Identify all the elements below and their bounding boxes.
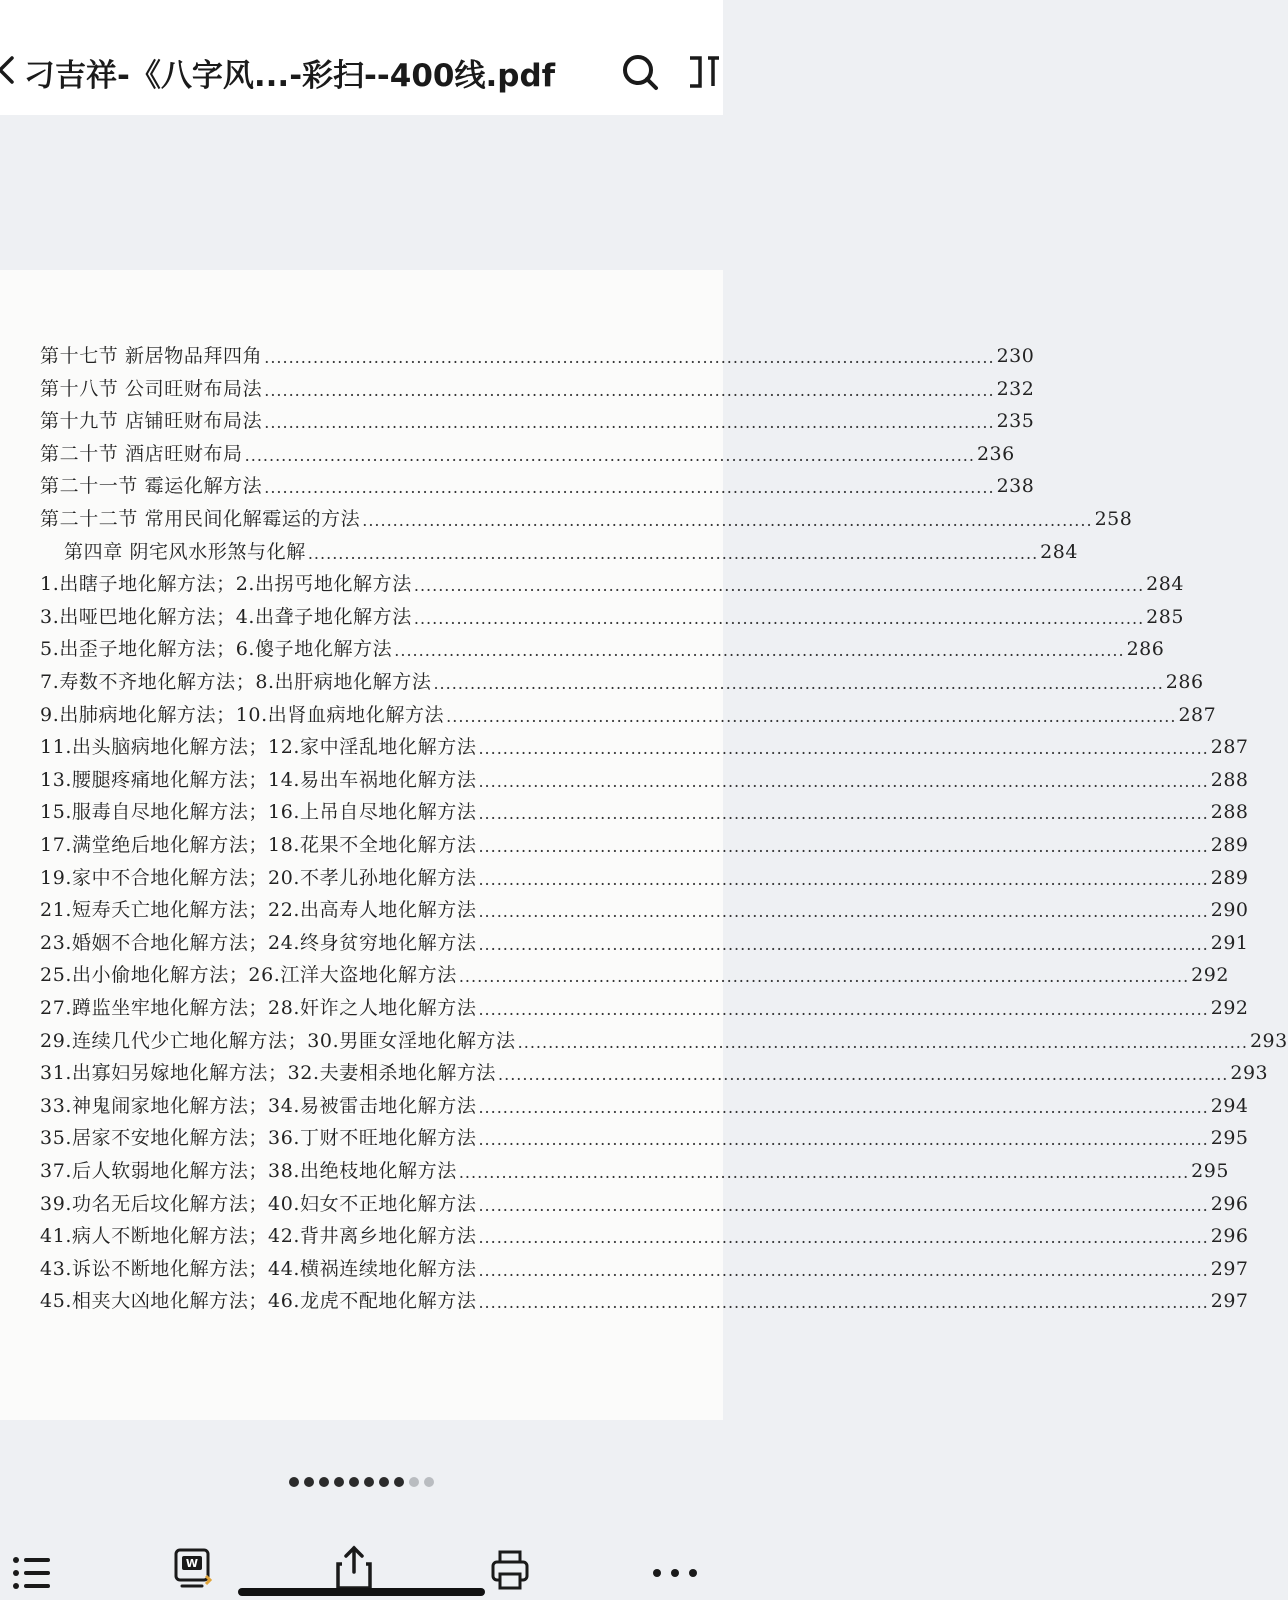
- page-dot: [319, 1477, 329, 1487]
- page-indicator: [0, 1472, 723, 1492]
- toc-entry-title: 7.寿数不齐地化解方法；8.出肝病地化解方法: [40, 671, 432, 693]
- toc-entry-title: 第十九节 店铺旺财布局法: [40, 410, 263, 433]
- word-convert-icon[interactable]: [172, 1546, 216, 1592]
- toc-entry-page: 293: [1230, 1062, 1269, 1085]
- more-icon[interactable]: [652, 1568, 698, 1578]
- toc-entry-title: 第二十一节 霉运化解方法: [40, 475, 263, 498]
- outline-icon[interactable]: [686, 52, 723, 92]
- toc-entry[interactable]: [40, 434, 1015, 467]
- back-icon[interactable]: [0, 50, 16, 90]
- toc-leader-dots: ........................................................................................................................: [478, 1097, 1209, 1117]
- toc-entry[interactable]: [40, 369, 1035, 402]
- toc-entry-page: 238: [996, 475, 1035, 498]
- toc-leader-dots: ........................................................................................................................: [264, 348, 995, 367]
- toc-entry-title: 9.出肺病地化解方法；10.出肾血病地化解方法: [40, 703, 445, 726]
- toc-entry-title: 37.后人软弱地化解方法；38.出绝枝地化解方法: [40, 1160, 457, 1182]
- page-dot: [394, 1477, 404, 1487]
- toc-entry-title: 1.出瞎子地化解方法；2.出拐丐地化解方法: [40, 573, 412, 596]
- toc-entry[interactable]: [40, 1086, 1249, 1119]
- toc-entry-title: 第四章 阴宅风水形煞与化解: [64, 540, 306, 563]
- toc-entry-title: 第十七节 新居物品拜四角: [40, 345, 263, 367]
- toc-entry-title: 19.家中不合地化解方法；20.不孝儿孙地化解方法: [40, 866, 477, 889]
- toc-leader-dots: ........................................................................................................................: [478, 739, 1209, 759]
- toc-entry[interactable]: [40, 466, 1035, 499]
- toc-entry[interactable]: [40, 662, 1204, 695]
- toc-entry-title: 25.出小偷地化解方法；26.江洋大盗地化解方法: [40, 964, 457, 987]
- toc-entry-title: 13.腰腿疼痛地化解方法；14.易出车祸地化解方法: [40, 768, 477, 791]
- toc-entry[interactable]: [40, 1053, 1269, 1086]
- toc-entry-title: 43.诉讼不断地化解方法；44.横祸连续地化解方法: [40, 1257, 477, 1280]
- toc-leader-dots: ........................................................................................................................: [498, 1065, 1229, 1085]
- toc-entry-title: 11.出头脑病地化解方法；12.家中淫乱地化解方法: [40, 736, 477, 759]
- toc-entry-page: 258: [1094, 508, 1133, 530]
- toc-leader-dots: ........................................................................................................................: [478, 804, 1209, 824]
- toc-entry-page: 296: [1210, 1225, 1249, 1248]
- toc-entry-page: 289: [1210, 834, 1249, 856]
- page-dot: [379, 1477, 389, 1487]
- share-icon[interactable]: [334, 1544, 374, 1592]
- toc-leader-dots: ........................................................................................................................: [446, 706, 1177, 726]
- list-icon[interactable]: [12, 1556, 52, 1592]
- page-dot: [334, 1477, 344, 1487]
- page-dot: [409, 1477, 419, 1487]
- toc-entry[interactable]: [40, 499, 1133, 532]
- toc-entry-title: 第二十节 酒店旺财布局: [40, 442, 243, 465]
- toc-entry-page: 285: [1146, 605, 1184, 628]
- toc-entry-title: 29.连续几代少亡地化解方法；30.男匪女淫地化解方法: [40, 1029, 516, 1052]
- toc-leader-dots: ........................................................................................................................: [478, 934, 1209, 954]
- toc-entry[interactable]: [64, 532, 1078, 565]
- toc-entry[interactable]: [40, 336, 1035, 369]
- toc-entry-title: 41.病人不断地化解方法；42.背井离乡地化解方法: [40, 1225, 477, 1248]
- toc-entry-page: 289: [1210, 866, 1249, 889]
- home-indicator: [238, 1588, 485, 1596]
- toc-entry-page: 295: [1191, 1160, 1229, 1182]
- toc-entry[interactable]: [40, 1184, 1249, 1217]
- toc-entry-page: 294: [1210, 1094, 1249, 1117]
- toc-entry-page: 293: [1249, 1029, 1288, 1052]
- page-dot: [364, 1477, 374, 1487]
- toc-leader-dots: ........................................................................................................................: [478, 837, 1209, 856]
- page-dot: [424, 1477, 434, 1487]
- toc-entry[interactable]: [40, 955, 1229, 988]
- toc-leader-dots: ........................................................................................................................: [478, 1228, 1209, 1248]
- toc-entry-title: 第十八节 公司旺财布局法: [40, 377, 263, 400]
- toc-leader-dots: ........................................................................................................................: [394, 641, 1125, 661]
- toc-leader-dots: ........................................................................................................................: [433, 674, 1164, 693]
- toc-entry[interactable]: [40, 1021, 1288, 1054]
- toc-leader-dots: ........................................................................................................................: [478, 1195, 1209, 1215]
- toc-entry-title: 17.满堂绝后地化解方法；18.花果不全地化解方法: [40, 834, 477, 856]
- toc-entry-page: 235: [996, 410, 1035, 433]
- toc-entry[interactable]: [40, 695, 1217, 728]
- toc-entry-page: 297: [1210, 1257, 1249, 1280]
- toc-leader-dots: ........................................................................................................................: [362, 511, 1093, 530]
- toc-entry-page: 292: [1191, 964, 1229, 987]
- toc-leader-dots: ........................................................................................................................: [264, 413, 995, 433]
- toc-entry-title: 31.出寡妇另嫁地化解方法；32.夫妻相杀地化解方法: [40, 1062, 497, 1085]
- toc-leader-dots: ........................................................................................................................: [458, 967, 1190, 987]
- toc-entry-title: 23.婚姻不合地化解方法；24.终身贫穷地化解方法: [40, 931, 477, 954]
- toc-leader-dots: ........................................................................................................................: [478, 902, 1209, 922]
- toc-entry-page: 296: [1210, 1192, 1249, 1215]
- toc-entry-page: 287: [1178, 703, 1217, 726]
- toc-entry-page: 284: [1146, 573, 1184, 596]
- toc-leader-dots: ........................................................................................................................: [413, 576, 1145, 596]
- toc-entry[interactable]: [40, 1216, 1249, 1249]
- search-icon[interactable]: [620, 52, 660, 92]
- toc-entry-title: 45.相夹大凶地化解方法；46.龙虎不配地化解方法: [40, 1290, 477, 1313]
- toc-leader-dots: ........................................................................................................................: [413, 608, 1145, 628]
- toc-entry-page: 286: [1165, 671, 1204, 693]
- toc-entry-page: 287: [1210, 736, 1249, 759]
- top-bar: [0, 0, 723, 115]
- toc-entry-page: 232: [996, 377, 1035, 400]
- toc-entry[interactable]: [40, 923, 1249, 956]
- toc-entry-page: 286: [1126, 638, 1165, 661]
- toc-entry-page: 292: [1210, 997, 1249, 1019]
- toc-entry-title: 35.居家不安地化解方法；36.丁财不旺地化解方法: [40, 1127, 477, 1150]
- page-dot: [304, 1477, 314, 1487]
- toc-entry[interactable]: [40, 629, 1165, 662]
- toc-leader-dots: ........................................................................................................................: [478, 1130, 1209, 1150]
- toc-entry-page: 230: [996, 345, 1035, 367]
- toc-entry[interactable]: [40, 988, 1249, 1021]
- svg-text:W: W: [185, 1557, 199, 1570]
- toc-entry-page: 284: [1040, 540, 1078, 563]
- toc-leader-dots: ........................................................................................................................: [478, 869, 1209, 889]
- toc-entry[interactable]: [40, 1281, 1249, 1314]
- document-title: 刁吉祥-《八字风...-彩扫--400线.pdf: [24, 58, 556, 94]
- toc-entry-page: 297: [1210, 1290, 1249, 1313]
- toc-leader-dots: ........................................................................................................................: [478, 1260, 1209, 1280]
- pdf-page[interactable]: [0, 270, 1288, 1420]
- toc-leader-dots: ........................................................................................................................: [478, 1293, 1209, 1313]
- toc-leader-dots: ........................................................................................................................: [478, 771, 1209, 791]
- page-dot: [289, 1477, 299, 1487]
- toc-entry-page: 288: [1210, 801, 1249, 824]
- toc-entry-page: 236: [976, 442, 1015, 465]
- viewer-background: [0, 115, 723, 270]
- toc-leader-dots: ........................................................................................................................: [264, 380, 995, 400]
- toc-entry-page: 288: [1210, 768, 1249, 791]
- toc-entry-title: 27.蹲监坐牢地化解方法；28.奸诈之人地化解方法: [40, 997, 477, 1019]
- toc-leader-dots: ........................................................................................................................: [517, 1032, 1248, 1052]
- toc-leader-dots: ........................................................................................................................: [264, 478, 995, 498]
- toc-leader-dots: ........................................................................................................................: [478, 1000, 1209, 1019]
- toc-entry-title: 3.出哑巴地化解方法；4.出聋子地化解方法: [40, 605, 412, 628]
- toc-entry-title: 5.出歪子地化解方法；6.傻子地化解方法: [40, 638, 393, 661]
- toc-entry[interactable]: [40, 792, 1249, 825]
- toc-entry[interactable]: [40, 890, 1249, 923]
- toc-leader-dots: ........................................................................................................................: [244, 445, 975, 465]
- toc-entry-title: 39.功名无后坟化解方法；40.妇女不正地化解方法: [40, 1192, 477, 1215]
- toc-entry-title: 33.神鬼闹家地化解方法；34.易被雷击地化解方法: [40, 1094, 477, 1117]
- toc-entry[interactable]: [40, 727, 1249, 760]
- toc-entry[interactable]: [40, 401, 1035, 434]
- print-icon[interactable]: [490, 1548, 530, 1592]
- page-dot: [349, 1477, 359, 1487]
- toc-entry-title: 第二十二节 常用民间化解霉运的方法: [40, 508, 361, 530]
- toc-leader-dots: ........................................................................................................................: [307, 543, 1039, 563]
- toc-entry[interactable]: [40, 858, 1249, 891]
- toc-entry[interactable]: [40, 564, 1184, 597]
- toc-entry[interactable]: [40, 1118, 1249, 1151]
- toc-entry-page: 290: [1210, 899, 1249, 922]
- toc-entry[interactable]: [40, 760, 1249, 793]
- toc-entry-page: 291: [1210, 931, 1249, 954]
- toc-entry-title: 21.短寿夭亡地化解方法；22.出高寿人地化解方法: [40, 899, 477, 922]
- toc-entry[interactable]: [40, 825, 1249, 858]
- toc-entry-page: 295: [1210, 1127, 1249, 1150]
- toc-entry[interactable]: [40, 1151, 1229, 1184]
- toc-entry[interactable]: [40, 597, 1184, 630]
- toc-leader-dots: ........................................................................................................................: [458, 1163, 1190, 1182]
- toc-entry-title: 15.服毒自尽地化解方法；16.上吊自尽地化解方法: [40, 801, 477, 824]
- toc-entry[interactable]: [40, 1249, 1249, 1282]
